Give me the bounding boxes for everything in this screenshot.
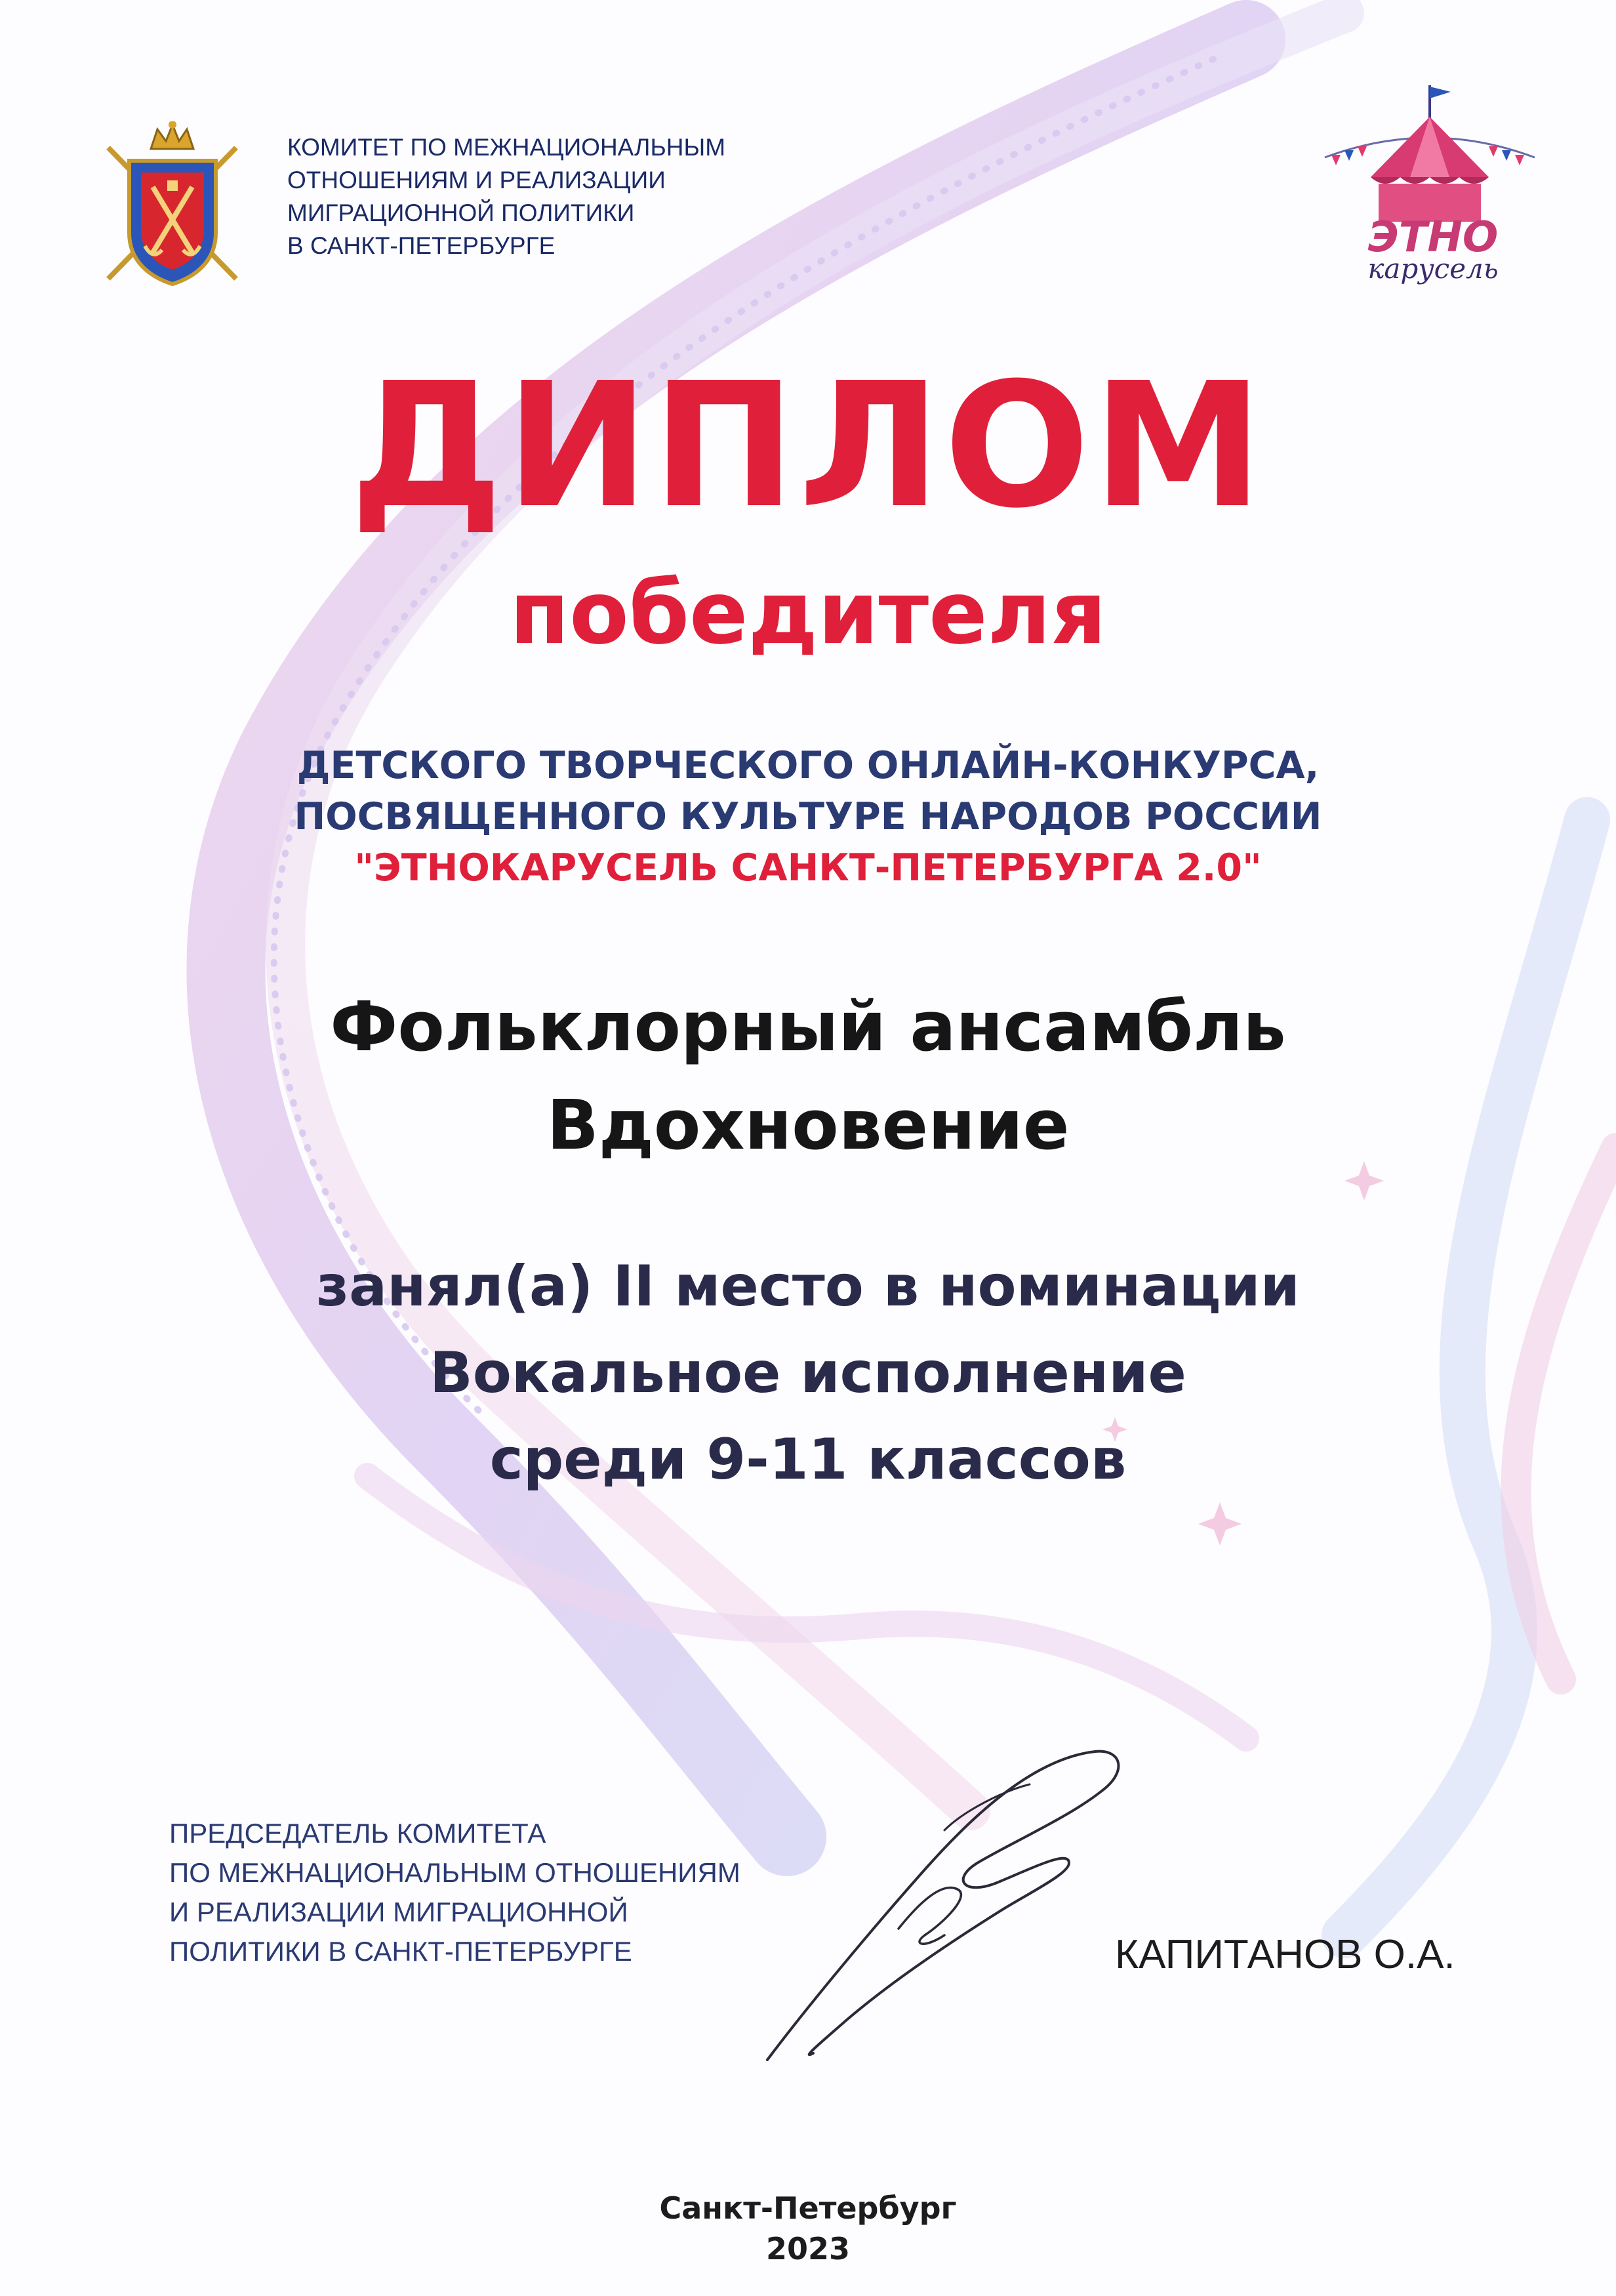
contest-line: ДЕТСКОГО ТВОРЧЕСКОГО ОНЛАЙН-КОНКУРСА, [296, 744, 1320, 787]
award-description [0, 1243, 1616, 1503]
handwritten-signature [728, 1732, 1148, 2073]
award-nomination: Вокальное исполнение [430, 1340, 1186, 1406]
chairman-title-line: И РЕАЛИЗАЦИИ МИГРАЦИОННОЙ [169, 1896, 628, 1927]
etno-logo-word-karusel: карусель [1367, 253, 1499, 285]
committee-name-line: ОТНОШЕНИЯМ И РЕАЛИЗАЦИИ [287, 167, 666, 194]
diploma-title: ДИПЛОМ [350, 346, 1266, 546]
winner-name [0, 977, 1616, 1174]
committee-name-line: МИГРАЦИОННОЙ ПОЛИТИКИ [287, 199, 635, 226]
footer-year: 2023 [765, 2231, 851, 2266]
diploma-subtitle: победителя [509, 563, 1107, 664]
chairman-title-line: ПОЛИТИКИ В САНКТ-ПЕТЕРБУРГЕ [169, 1936, 632, 1967]
contest-description [0, 740, 1616, 893]
etno-logo-word-etno: ЭТНО [1367, 213, 1499, 262]
winner-line: Вдохновение [546, 1085, 1070, 1165]
winner-line: Фольклорный ансамбль [330, 987, 1286, 1067]
chairman-title-line: ПРЕДСЕДАТЕЛЬ КОМИТЕТА [169, 1818, 546, 1849]
committee-name-line: КОМИТЕТ ПО МЕЖНАЦИОНАЛЬНЫМ [287, 134, 726, 161]
contest-name: "ЭТНОКАРУСЕЛЬ САНКТ-ПЕТЕРБУРГА 2.0" [354, 846, 1262, 890]
award-category: среди 9-11 классов [489, 1427, 1127, 1492]
chairman-title-line: ПО МЕЖНАЦИОНАЛЬНЫМ ОТНОШЕНИЯМ [169, 1857, 740, 1888]
committee-name-line: В САНКТ-ПЕТЕРБУРГЕ [287, 232, 556, 259]
committee-name [287, 131, 878, 262]
etno-logo-wordmark [1335, 213, 1531, 285]
signer-name: КАПИТАНОВ О.А. [1115, 1932, 1455, 1977]
footer-place-date [0, 2188, 1616, 2269]
footer-city: Санкт-Петербург [659, 2190, 957, 2226]
contest-line: ПОСВЯЩЕННОГО КУЛЬТУРЕ НАРОДОВ РОССИИ [294, 795, 1322, 838]
saint-petersburg-coat-of-arms-icon [89, 121, 256, 289]
award-place: занял(а) II место в номинации [316, 1254, 1300, 1319]
